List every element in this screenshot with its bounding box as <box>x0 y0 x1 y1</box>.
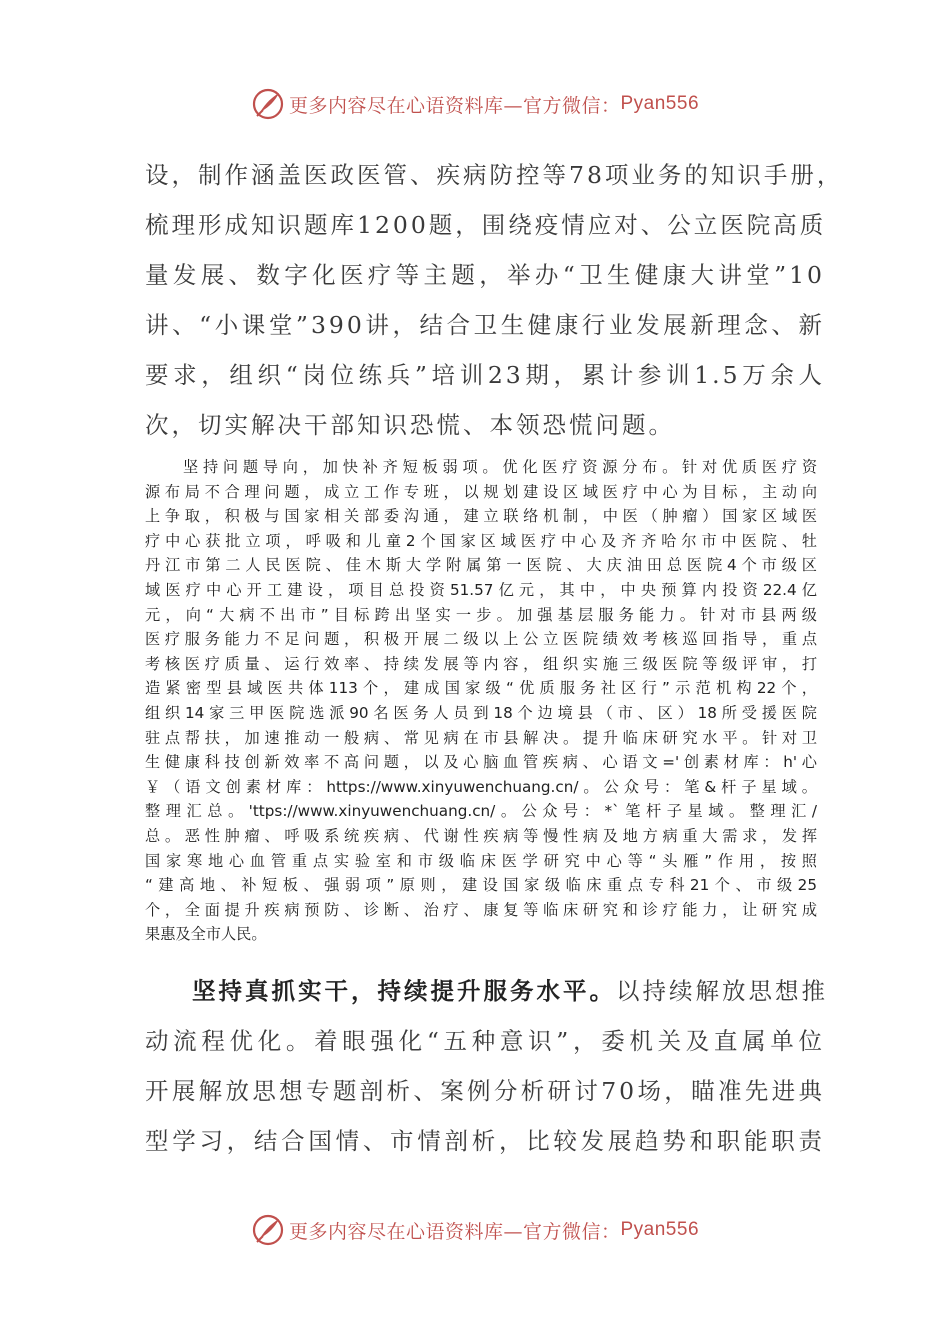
text-line: 开展解放思想专题剖析、案例分析研讨70场，瞄准先进典 <box>145 1077 825 1105</box>
banner-text: 更多内容尽在心语资料库—官方微信： <box>288 94 621 117</box>
banner-text: 更多内容尽在心语资料库—官方微信： <box>288 1220 621 1243</box>
text-line: 型学习，结合国情、市情剖析，比较发展趋势和职能职责 <box>145 1127 825 1155</box>
banner-wechat-id: Pyan556 <box>620 1219 700 1240</box>
text-line: 国家寒地心血管重点实验室和市级临床医学研究中心等“头雁”作用，按照 <box>145 851 817 870</box>
text-line: 要求，组织“岗位练兵”培训23期，累计参训1.5万余人 <box>145 361 825 389</box>
paragraph-heading: 坚持真抓实干，持续提升服务水平。 <box>192 977 616 1005</box>
banner-wechat-id: Pyan556 <box>620 93 700 114</box>
text-line: 整理汇总。'ttps://www.xinyuwenchuang.cn/。公众号：*`笔杆子星域。整理汇/ <box>145 802 817 821</box>
text-line: 医疗服务能力不足问题，积极开展二级以上公立医院绩效考核巡回指导，重点 <box>145 630 817 649</box>
text-line: 疗中心获批立项，呼吸和儿童2个国家区域医疗中心及齐齐哈尔市中医院、牡 <box>145 531 817 550</box>
text-line: 造紧密型县域医共体113个，建成国家级“优质服务社区行”示范机构22个， <box>145 679 817 698</box>
text-line <box>145 966 828 1016</box>
heading-continuation: 以持续解放思想推 <box>616 977 828 1005</box>
text-line: 梳理形成知识题库1200题，围绕疫情应对、公立医院高质 <box>145 211 827 239</box>
text-line: 动流程优化。着眼强化“五种意识”，委机关及直属单位 <box>145 1027 825 1055</box>
text-line: 总。恶性肿瘤、呼吸系统疾病、代谢性疾病等慢性病及地方病重大需求，发挥 <box>145 826 817 845</box>
quill-logo-icon <box>251 87 285 121</box>
text-line: 驻点帮扶，加速推动一般病、常见病在市县解决。提升临床研究水平。针对卫 <box>145 728 817 747</box>
text-line: 量发展、数字化医疗等主题，举办“卫生健康大讲堂”10 <box>145 261 825 289</box>
text-line: 上争取，积极与国家相关部委沟通，建立联络机制，中医（肿瘤）国家区域医 <box>145 507 817 526</box>
header-banner <box>0 84 950 124</box>
paragraph-2 <box>145 455 817 947</box>
text-line: 设，制作涵盖医政医管、疾病防控等78项业务的知识手册， <box>145 161 844 189</box>
text-line: 生健康科技创新效率不高问题，以及心脑血管疾病、心语文='创素材库：h'心 <box>145 753 817 772</box>
text-line: 次，切实解决干部知识恐慌、本领恐慌问题。 <box>145 411 675 439</box>
paragraph-1 <box>145 150 844 450</box>
text-line: 果惠及全市人民。 <box>145 925 267 944</box>
text-line: “建高地、补短板、强弱项”原则，建设国家级临床重点专科21个、市级25 <box>145 876 817 895</box>
text-line: 坚持问题导向，加快补齐短板弱项。优化医疗资源分布。针对优质医疗资 <box>183 458 817 476</box>
quill-logo-icon <box>251 1213 285 1247</box>
text-line: 源布局不合理问题，成立工作专班，以规划建设区域医疗中心为目标，主动向 <box>145 482 817 501</box>
text-line: ￥（语文创素材库：https://www.xinyuwenchuang.cn/。公众号：笔&杆子星域。 <box>145 777 817 796</box>
paragraph-3 <box>145 966 828 1166</box>
text-line: 丹江市第二人民医院、佳木斯大学附属第一医院、大庆油田总医院4个市级区 <box>145 556 817 575</box>
text-line: 域医疗中心开工建设，项目总投资51.57亿元，其中，中央预算内投资22.4亿 <box>145 580 817 599</box>
text-line: 个，全面提升疾病预防、诊断、治疗、康复等临床研究和诊疗能力，让研究成 <box>145 900 817 919</box>
text-line: 考核医疗质量、运行效率、持续发展等内容，组织实施三级医院等级评审，打 <box>145 654 817 673</box>
text-line: 讲、“小课堂”390讲，结合卫生健康行业发展新理念、新 <box>145 311 825 339</box>
text-line: 组织14家三甲医院选派90名医务人员到18个边境县（市、区）18所受援医院 <box>145 703 817 722</box>
footer-banner <box>0 1210 950 1250</box>
text-line: 元，向“大病不出市”目标跨出坚实一步。加强基层服务能力。针对市县两级 <box>145 605 817 624</box>
